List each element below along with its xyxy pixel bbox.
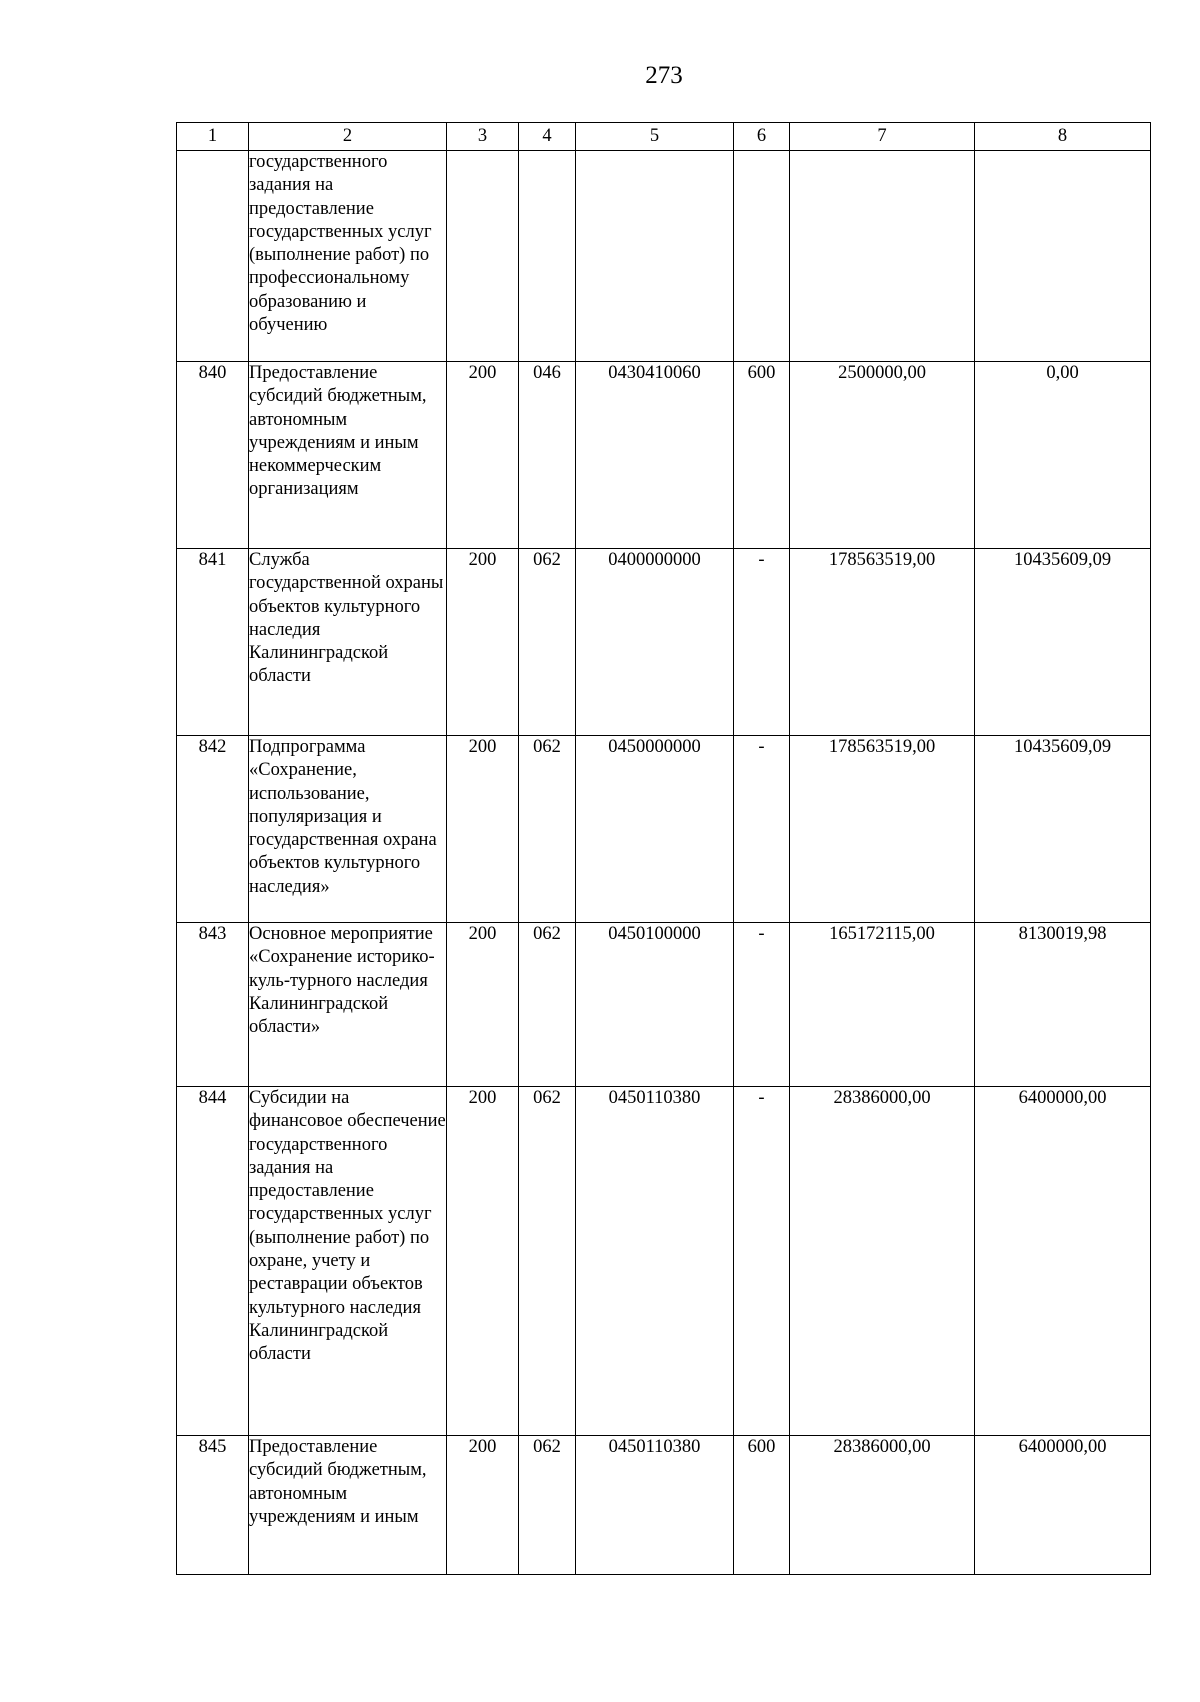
column-header: 8: [975, 123, 1151, 151]
row-number: 844: [177, 1087, 249, 1436]
cell-col8: 6400000,00: [975, 1436, 1151, 1575]
cell-col7: 165172115,00: [790, 923, 975, 1087]
cell-col7: 2500000,00: [790, 362, 975, 549]
column-header: 6: [734, 123, 790, 151]
cell-col7: 178563519,00: [790, 549, 975, 736]
cell-col3: 200: [447, 1087, 519, 1436]
cell-col5: 0450110380: [576, 1087, 734, 1436]
cell-col5: 0450110380: [576, 1436, 734, 1575]
cell-col8: [975, 151, 1151, 362]
row-number: 845: [177, 1436, 249, 1575]
row-number: [177, 151, 249, 362]
cell-col4: [519, 151, 576, 362]
cell-col8: 10435609,09: [975, 736, 1151, 923]
table-row: [177, 923, 1151, 1087]
table-row: [177, 1436, 1151, 1575]
table-row: [177, 549, 1151, 736]
cell-col4: 062: [519, 923, 576, 1087]
row-name: Основное мероприятие «Сохранение историко-куль-турного наследия Калининградской области»: [249, 923, 447, 1087]
cell-col8: 0,00: [975, 362, 1151, 549]
cell-col4: 046: [519, 362, 576, 549]
column-header: 5: [576, 123, 734, 151]
page-number: 273: [645, 62, 683, 89]
cell-col4: 062: [519, 549, 576, 736]
cell-col7: 28386000,00: [790, 1436, 975, 1575]
cell-col5: [576, 151, 734, 362]
budget-table: [176, 122, 1151, 1575]
header-row: [177, 123, 1151, 151]
cell-col6: 600: [734, 362, 790, 549]
cell-col6: -: [734, 1087, 790, 1436]
column-header: 4: [519, 123, 576, 151]
row-name: Предоставление субсидий бюджетным, автономным учреждениям и иным некоммерческим организациям: [249, 362, 447, 549]
cell-col3: 200: [447, 1436, 519, 1575]
column-header: 1: [177, 123, 249, 151]
column-header: 2: [249, 123, 447, 151]
cell-col6: -: [734, 736, 790, 923]
cell-col3: 200: [447, 549, 519, 736]
row-number: 841: [177, 549, 249, 736]
cell-col5: 0400000000: [576, 549, 734, 736]
row-number: 840: [177, 362, 249, 549]
cell-col5: 0450000000: [576, 736, 734, 923]
table-row: [177, 362, 1151, 549]
row-name: государственного задания на предоставление государственных услуг (выполнение работ) по профессиональному образованию и обучению: [249, 151, 447, 362]
row-name: Субсидии на финансовое обеспечение государственного задания на предоставление государственных услуг (выполнение работ) по охране, учету и реставрации объектов культурного наследия Калининградской области: [249, 1087, 447, 1436]
row-name: Подпрограмма «Сохранение, использование, популяризация и государственная охрана объектов культурного наследия»: [249, 736, 447, 923]
cell-col3: 200: [447, 923, 519, 1087]
cell-col7: 28386000,00: [790, 1087, 975, 1436]
cell-col7: [790, 151, 975, 362]
cell-col3: 200: [447, 362, 519, 549]
cell-col6: [734, 151, 790, 362]
table-row: [177, 1087, 1151, 1436]
row-number: 842: [177, 736, 249, 923]
cell-col4: 062: [519, 736, 576, 923]
row-name: Служба государственной охраны объектов культурного наследия Калининградской области: [249, 549, 447, 736]
cell-col7: 178563519,00: [790, 736, 975, 923]
table-row: [177, 151, 1151, 362]
cell-col3: 200: [447, 736, 519, 923]
cell-col3: [447, 151, 519, 362]
cell-col4: 062: [519, 1436, 576, 1575]
cell-col6: 600: [734, 1436, 790, 1575]
row-number: 843: [177, 923, 249, 1087]
cell-col5: 0450100000: [576, 923, 734, 1087]
cell-col5: 0430410060: [576, 362, 734, 549]
cell-col8: 6400000,00: [975, 1087, 1151, 1436]
cell-col6: -: [734, 549, 790, 736]
cell-col6: -: [734, 923, 790, 1087]
row-name: Предоставление субсидий бюджетным, автономным учреждениям и иным: [249, 1436, 447, 1575]
cell-col4: 062: [519, 1087, 576, 1436]
cell-col8: 8130019,98: [975, 923, 1151, 1087]
column-header: 7: [790, 123, 975, 151]
table-row: [177, 736, 1151, 923]
column-header: 3: [447, 123, 519, 151]
cell-col8: 10435609,09: [975, 549, 1151, 736]
